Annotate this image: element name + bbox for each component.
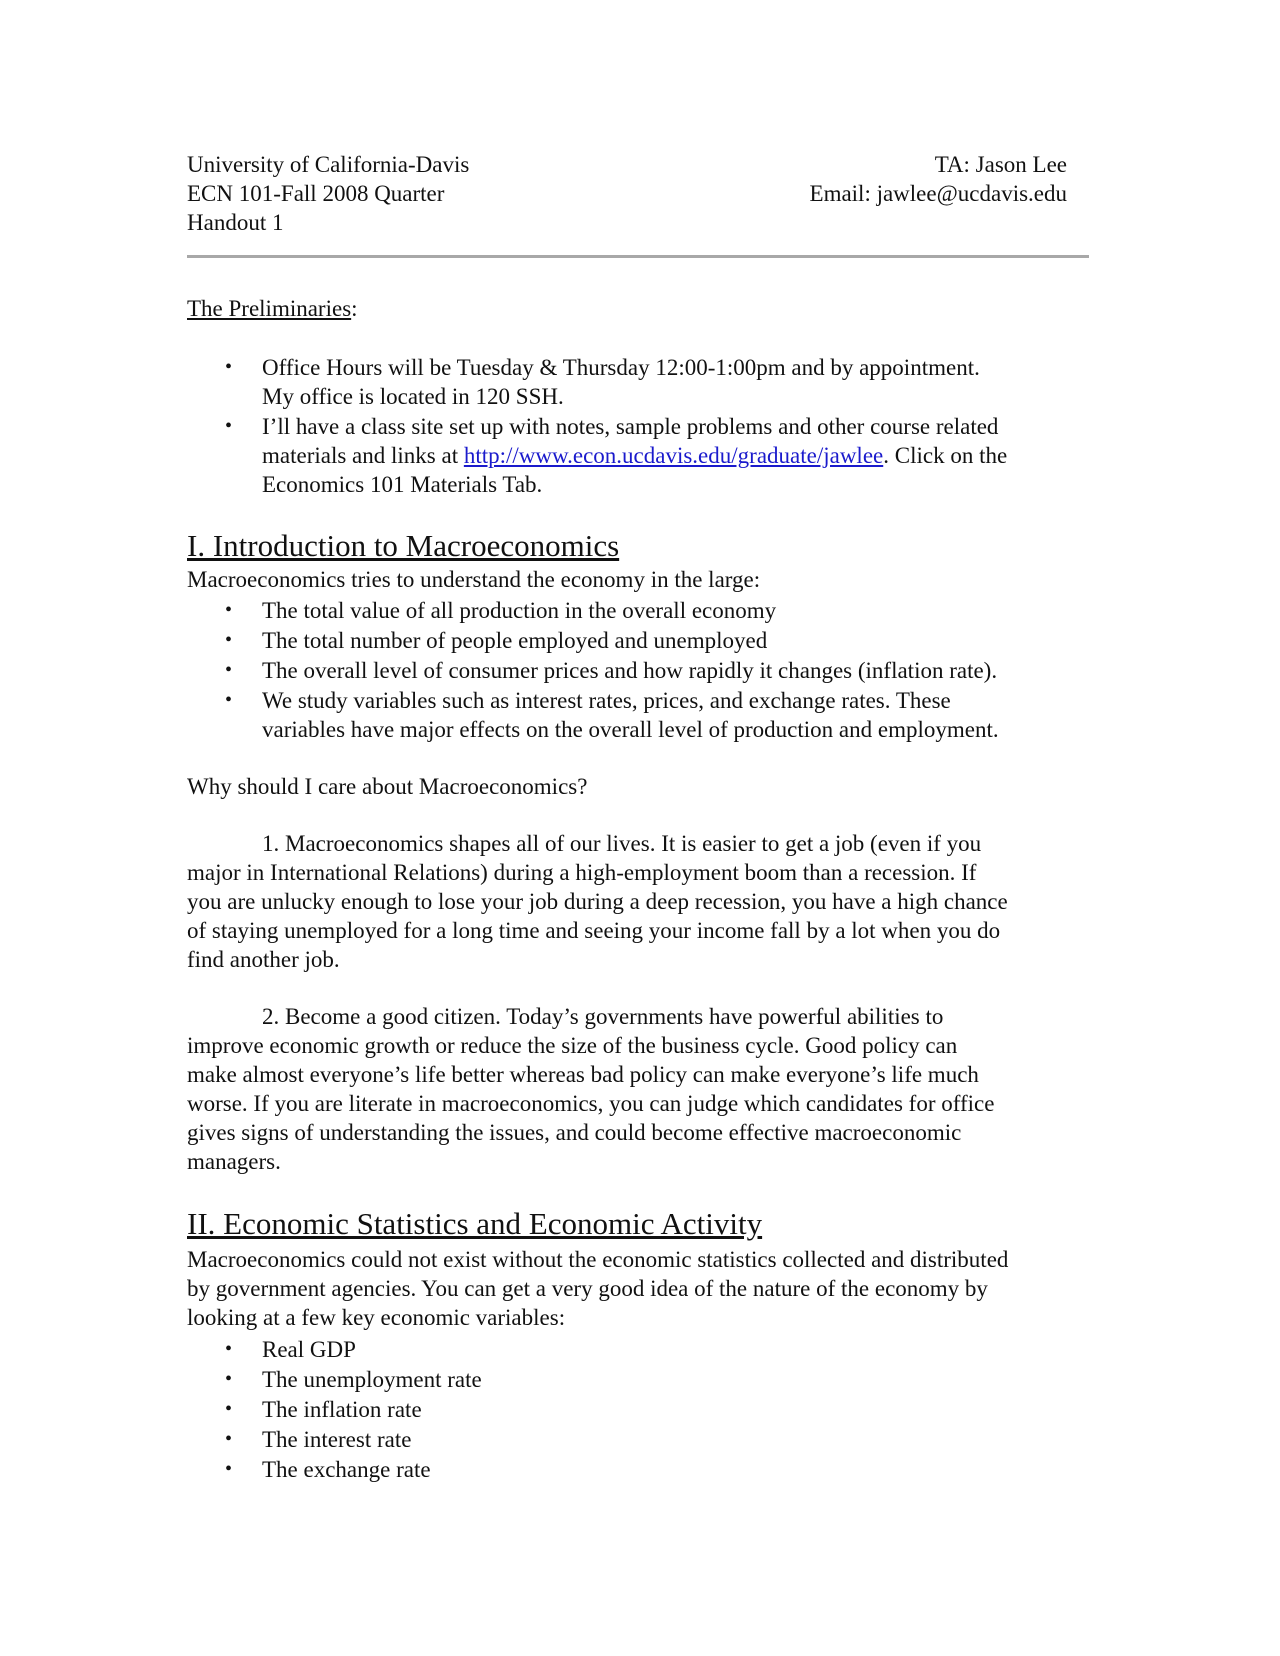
preliminaries-colon: : [351, 296, 358, 321]
class-site-line2 [262, 441, 1007, 470]
paragraph-2-line: gives signs of understanding the issues, and could become effective macroeconomic [187, 1120, 962, 1145]
paragraph-1-line: of staying unemployed for a long time and seeing your income fall by a lot when you do [187, 918, 1001, 943]
variable-item: Real GDP [262, 1337, 356, 1362]
variable-item: The exchange rate [262, 1457, 431, 1482]
section-2-intro-line: by government agencies. You can get a very good idea of the nature of the economy by [187, 1276, 988, 1301]
bullet-dot: • [225, 1398, 233, 1420]
preliminaries-title [187, 294, 358, 323]
variable-item: The interest rate [262, 1427, 412, 1452]
header-email: Email: jawlee@ucdavis.edu [809, 181, 1067, 206]
section-1-bullet: The total value of all production in the overall economy [262, 598, 777, 623]
bullet-dot: • [225, 659, 233, 681]
paragraph-1-line: 1. Macroeconomics shapes all of our lives. It is easier to get a job (even if you [262, 831, 982, 856]
bullet-dot: • [225, 356, 233, 378]
paragraph-1-line: major in International Relations) during a high-employment boom than a recession. If [187, 860, 977, 885]
section-1-intro: Macroeconomics tries to understand the economy in the large: [187, 567, 761, 592]
class-site-post-link: . Click on the [883, 443, 1008, 468]
section-1-bullet: We study variables such as interest rates, prices, and exchange rates. These [262, 688, 951, 713]
variable-item: The unemployment rate [262, 1367, 482, 1392]
paragraph-2-line: make almost everyone’s life better whereas bad policy can make everyone’s life much [187, 1062, 979, 1087]
class-site-line1: I’ll have a class site set up with notes, sample problems and other course related [262, 414, 999, 439]
why-care-question: Why should I care about Macroeconomics? [187, 774, 588, 799]
office-hours-line2: My office is located in 120 SSH. [262, 384, 564, 409]
section-1-bullet: The overall level of consumer prices and how rapidly it changes (inflation rate). [262, 658, 998, 683]
bullet-dot: • [225, 1368, 233, 1390]
section-2-intro-line: Macroeconomics could not exist without the economic statistics collected and distributed [187, 1247, 1009, 1272]
paragraph-1-line: find another job. [187, 947, 340, 972]
header-university: University of California-Davis [187, 152, 470, 177]
header-course: ECN 101-Fall 2008 Quarter [187, 181, 445, 206]
paragraph-1-line: you are unlucky enough to lose your job during a deep recession, you have a high chance [187, 889, 1008, 914]
variable-item: The inflation rate [262, 1397, 422, 1422]
header-divider [187, 255, 1089, 258]
office-hours-line1: Office Hours will be Tuesday & Thursday 12:00-1:00pm and by appointment. [262, 355, 980, 380]
bullet-dot: • [225, 689, 233, 711]
paragraph-2-line: managers. [187, 1149, 281, 1174]
section-1-heading: I. Introduction to Macroeconomics [187, 528, 620, 563]
bullet-dot: • [225, 1428, 233, 1450]
class-site-pre-link: materials and links at [262, 443, 464, 468]
paragraph-2-line: improve economic growth or reduce the size of the business cycle. Good policy can [187, 1033, 958, 1058]
section-2-heading: II. Economic Statistics and Economic Activity [187, 1206, 763, 1241]
paragraph-2-line: worse. If you are literate in macroeconomics, you can judge which candidates for office [187, 1091, 995, 1116]
paragraph-2-line: 2. Become a good citizen. Today’s governments have powerful abilities to [262, 1004, 944, 1029]
class-site-line3: Economics 101 Materials Tab. [262, 472, 543, 497]
bullet-dot: • [225, 1338, 233, 1360]
section-2-intro-line: looking at a few key economic variables: [187, 1305, 566, 1330]
bullet-dot: • [225, 1458, 233, 1480]
preliminaries-title-text: The Preliminaries [187, 296, 352, 321]
class-site-link[interactable]: http://www.econ.ucdavis.edu/graduate/jawlee [463, 443, 884, 468]
bullet-dot: • [225, 599, 233, 621]
bullet-dot: • [225, 629, 233, 651]
section-1-bullet-continued: variables have major effects on the overall level of production and employment. [262, 717, 999, 742]
bullet-dot: • [225, 415, 233, 437]
header-handout: Handout 1 [187, 210, 284, 235]
header-ta: TA: Jason Lee [934, 152, 1067, 177]
section-1-bullet: The total number of people employed and unemployed [262, 628, 768, 653]
